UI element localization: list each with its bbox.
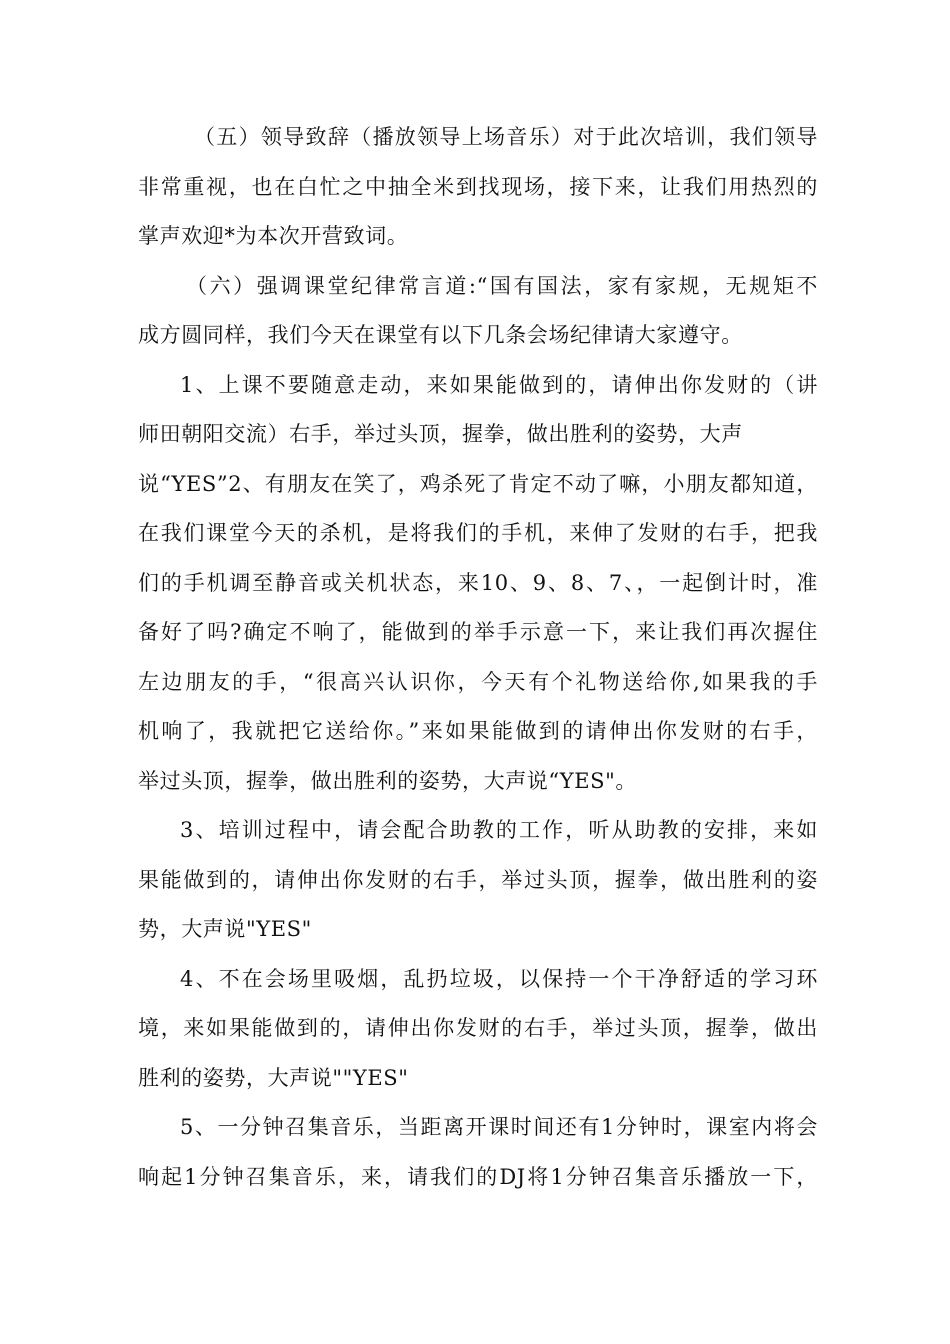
paragraph-3-line-4: 在我们课堂今天的杀机，是将我们的手机，来伸了发财的右手，把我 bbox=[138, 521, 818, 545]
document-body bbox=[138, 113, 818, 1202]
paragraph-3-line-2: 师田朝阳交流）右手，举过头顶，握拳，做出胜利的姿势，大声 bbox=[138, 422, 743, 446]
paragraph-5-line-3: 胜利的姿势，大声说""YES" bbox=[138, 1065, 409, 1090]
paragraph-3-line-3: 说“YES”2、有朋友在笑了，鸡杀死了肯定不动了嘛，小朋友都知道， bbox=[138, 471, 818, 496]
paragraph-3-line-9: 举过头顶，握拳，做出胜利的姿势，大声说“YES"。 bbox=[138, 768, 637, 793]
paragraph-6-line-2: 响起1分钟召集音乐，来，请我们的DJ将1分钟召集音乐播放一下， bbox=[138, 1164, 818, 1189]
paragraph-3-line-1: 1、上课不要随意走动，来如果能做到的，请伸出你发财的（讲 bbox=[180, 372, 818, 397]
paragraph-5-line-2: 境，来如果能做到的，请伸出你发财的右手，举过头顶，握拳，做出 bbox=[138, 1016, 818, 1040]
paragraph-6-line-1: 5、一分钟召集音乐，当距离开课时间还有1分钟时，课室内将会 bbox=[180, 1115, 818, 1139]
paragraph-1-line-1: （五）领导致辞（播放领导上场音乐）对于此次培训，我们领导 bbox=[194, 125, 818, 149]
paragraph-5-line-1: 4、不在会场里吸烟，乱扔垃圾，以保持一个干净舒适的学习环 bbox=[180, 966, 818, 991]
paragraph-3-line-6: 备好了吗?确定不响了，能做到的举手示意一下，来让我们再次握住 bbox=[138, 620, 818, 644]
paragraph-4-line-3: 势，大声说"YES" bbox=[138, 917, 312, 941]
paragraph-3-line-7: 左边朋友的手，“很高兴认识你，今天有个礼物送给你,如果我的手 bbox=[138, 669, 818, 694]
paragraph-2-line-2: 成方圆同样，我们今天在课堂有以下几条会场纪律请大家遵守。 bbox=[138, 323, 743, 347]
paragraph-4-line-1: 3、培训过程中，请会配合助教的工作，听从助教的安排，来如 bbox=[180, 818, 818, 842]
paragraph-1-line-2: 非常重视，也在白忙之中抽全米到找现场，接下来，让我们用热烈的 bbox=[138, 174, 818, 199]
paragraph-2-line-1: （六）强调课堂纪律常言道:“国有国法，家有家规，无规矩不 bbox=[186, 273, 818, 298]
paragraph-3-line-5: 们的手机调至静音或关机状态，来10、9、8、7、，一起倒计时，准 bbox=[138, 570, 818, 595]
paragraph-1-line-3: 掌声欢迎*为本次开营致词。 bbox=[138, 224, 409, 248]
paragraph-4-line-2: 果能做到的，请伸出你发财的右手，举过头顶，握拳，做出胜利的姿 bbox=[138, 867, 818, 892]
paragraph-3-line-8: 机响了，我就把它送给你。”来如果能做到的请伸出你发财的右手， bbox=[138, 719, 818, 743]
